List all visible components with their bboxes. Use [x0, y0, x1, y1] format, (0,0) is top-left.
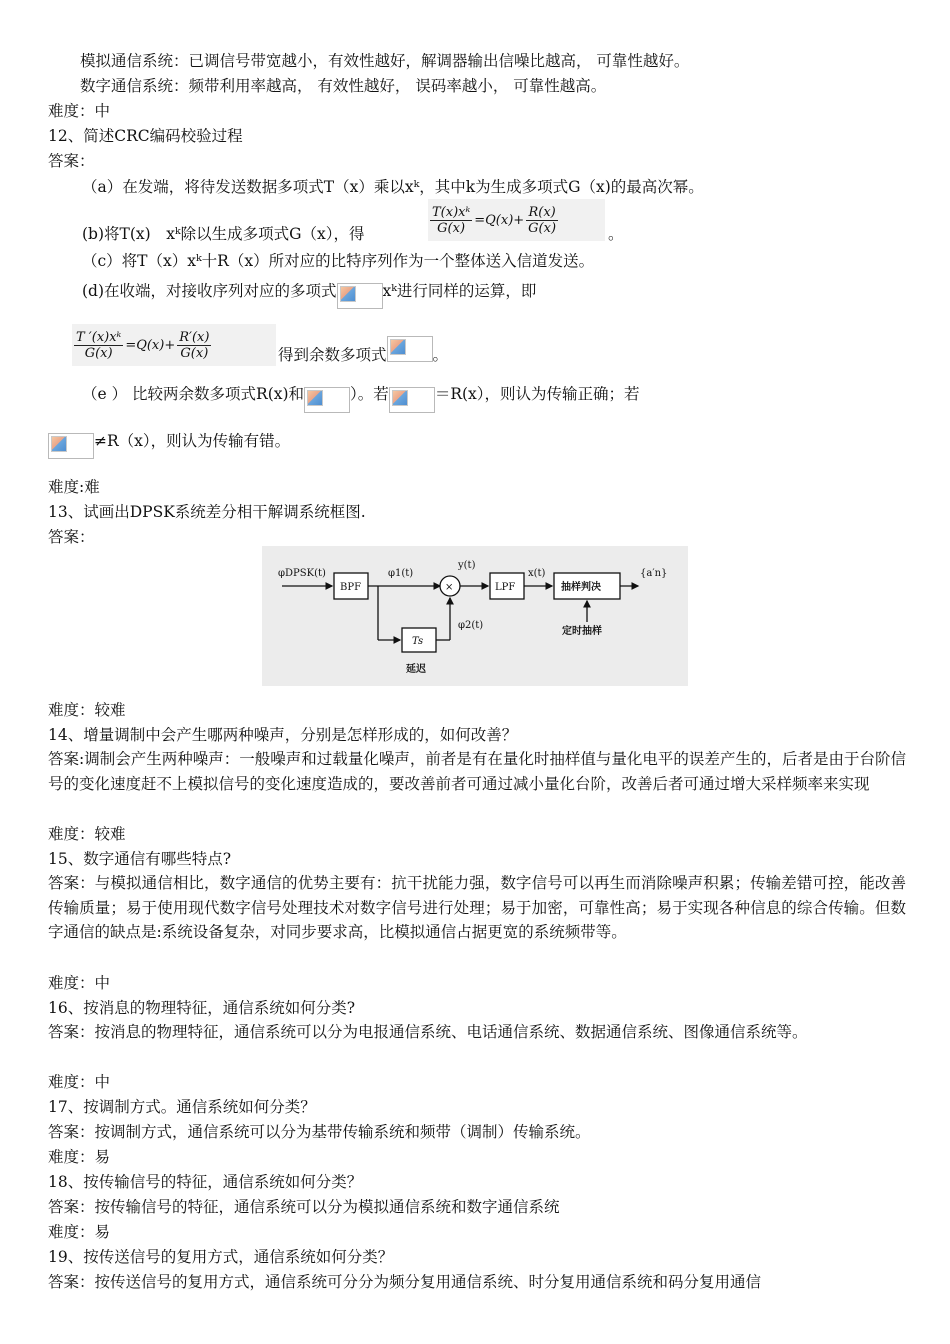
answer-19: 答案：按传送信号的复用方式，通信系统可分分为频分复用通信系统、时分复用通信系统和码分复用通信 — [48, 1273, 762, 1291]
line-analog-system: 模拟通信系统：已调信号带宽越小，有效性越好，解调器输出信噪比越高， 可靠性越好。 — [80, 52, 690, 70]
formula-crc-division — [428, 199, 605, 241]
broken-image-icon — [389, 387, 435, 413]
step-f-text: ≠R（x），则认为传输有错。 — [94, 432, 291, 450]
diagram-timing: 定时抽样 — [562, 626, 602, 637]
diagram-phi1: φ1(t) — [388, 568, 414, 579]
answer-12-step-b — [82, 223, 364, 245]
answer-12-step-a: （a）在发端，将待发送数据多项式T（x）乘以xᵏ，其中k为生成多项式G（x)的最高次幂。 — [82, 178, 704, 196]
step-d-text-3: 得到余数多项式 — [278, 346, 387, 364]
diagram-y: y(t) — [458, 560, 476, 571]
formula1-mid: =Q(x)+ — [474, 212, 525, 228]
formula1-den2: G(x) — [528, 220, 557, 236]
step-b-end: 。 — [608, 225, 624, 243]
difficulty-12: 难度:难 — [48, 478, 100, 496]
step-d-text-1: (d)在收端，对接收序列对应的多项式 — [82, 282, 337, 300]
diagram-x: x(t) — [528, 568, 546, 579]
diagram-multiplier: × — [445, 582, 454, 593]
answer-12-step-e — [82, 377, 640, 413]
formula2-den2: G(x) — [180, 345, 209, 361]
formula1-num: T(x)xᵏ — [432, 204, 471, 220]
line-digital-system: 数字通信系统：频带利用率越高， 有效性越好， 误码率越小， 可靠性越高。 — [80, 77, 607, 95]
formula2-mid: =Q(x)+ — [125, 337, 176, 353]
formula2-num: T ′(x)xᵏ — [76, 329, 122, 345]
broken-image-icon — [48, 433, 94, 459]
diagram-phi2: φ2(t) — [458, 620, 484, 631]
step-e-text-3: ＝R(x），则认为传输正确；若 — [434, 385, 640, 403]
question-12: 12、简述CRC编码校验过程 — [48, 127, 243, 145]
step-e-text-2: ）。若 — [350, 385, 389, 403]
question-17: 17、按调制方式。通信系统如何分类？ — [48, 1098, 316, 1116]
answer-18: 答案：按传输信号的特征，通信系统可以分为模拟通信系统和数字通信系统 — [48, 1198, 560, 1216]
question-19: 19、按传送信号的复用方式，通信系统如何分类？ — [48, 1248, 394, 1266]
difficulty-11: 难度：中 — [48, 102, 111, 120]
formula2-num2: R′(x) — [179, 329, 210, 345]
answer-12-step-f — [48, 425, 290, 459]
answer-16: 答案：按消息的物理特征，通信系统可以分为电报通信系统、电话通信系统、数据通信系统、图像通信系统等。 — [48, 1023, 808, 1041]
diagram-lpf: LPF — [495, 582, 516, 593]
question-16: 16、按消息的物理特征，通信系统如何分类? — [48, 999, 356, 1017]
diagram-decision: 抽样判决 — [561, 582, 601, 593]
diagram-input-label: φDPSK(t) — [278, 568, 326, 579]
difficulty-18: 难度：易 — [48, 1223, 111, 1241]
answer-13-label: 答案： — [48, 528, 95, 546]
broken-image-icon — [304, 387, 350, 413]
question-13: 13、试画出DPSK系统差分相干解调系统框图. — [48, 503, 366, 521]
step-e-text-1: （e ） 比较两余数多项式R(x)和 — [82, 385, 305, 403]
answer-12-step-d — [82, 275, 536, 309]
difficulty-15: 难度：中 — [48, 974, 111, 992]
answer-12-step-d-cont — [278, 344, 448, 366]
answer-17: 答案：按调制方式，通信系统可以分为基带传输系统和频带（调制）传输系统。 — [48, 1123, 591, 1141]
step-d-text-4: 。 — [432, 346, 449, 364]
formula-receiver-division — [72, 324, 276, 366]
diagram-delay-label: 延迟 — [406, 664, 426, 675]
answer-12-step-c: （c）将T（x）xᵏ十R（x）所对应的比特序列作为一个整体送入信道发送。 — [82, 252, 595, 270]
diagram-delay-box: Ts — [412, 636, 424, 647]
answer-12-label: 答案： — [48, 152, 95, 170]
broken-image-icon — [387, 336, 433, 362]
difficulty-14: 难度：较难 — [48, 825, 126, 843]
difficulty-17: 难度：易 — [48, 1148, 111, 1166]
step-b-text: (b)将T(x) xᵏ除以生成多项式G（x），得 — [82, 225, 365, 243]
step-d-text-2: xᵏ进行同样的运算，即 — [382, 282, 537, 300]
formula1-den: G(x) — [437, 220, 466, 236]
question-14: 14、增量调制中会产生哪两种噪声，分别是怎样形成的，如何改善？ — [48, 726, 518, 744]
dpsk-block-diagram — [262, 546, 688, 686]
formula1-num2: R(x) — [528, 204, 556, 220]
answer-14: 答案:调制会产生两种噪声：一般噪声和过载量化噪声，前者是有在量化时抽样值与量化电平的误差产生的，后者是由于台阶信号的变化速度赶不上模拟信号的变化速度造成的，要改善前者可通过减小量化台阶，改善后者可通过增大采样频率来实现 — [48, 750, 906, 793]
broken-image-icon — [337, 283, 383, 309]
diagram-bpf: BPF — [340, 582, 362, 593]
difficulty-16: 难度：中 — [48, 1073, 111, 1091]
formula2-den: G(x) — [84, 345, 113, 361]
question-18: 18、按传输信号的特征，通信系统如何分类？ — [48, 1173, 363, 1191]
question-15: 15、数字通信有哪些特点? — [48, 850, 232, 868]
answer-15: 答案：与模拟通信相比，数字通信的优势主要有：抗干扰能力强，数字信号可以再生而消除噪声积累；传输差错可控，能改善传输质量；易于使用现代数字信号处理技术对数字信号进行处理；易于加密，可靠性高；易于实现各种信息的综合传输。但数字通信的缺点是:系统设备复杂，对同步要求高，比模拟通信占据更宽的系统频带等。 — [48, 874, 906, 941]
difficulty-13: 难度：较难 — [48, 701, 126, 719]
diagram-output: {a′n} — [640, 568, 668, 579]
